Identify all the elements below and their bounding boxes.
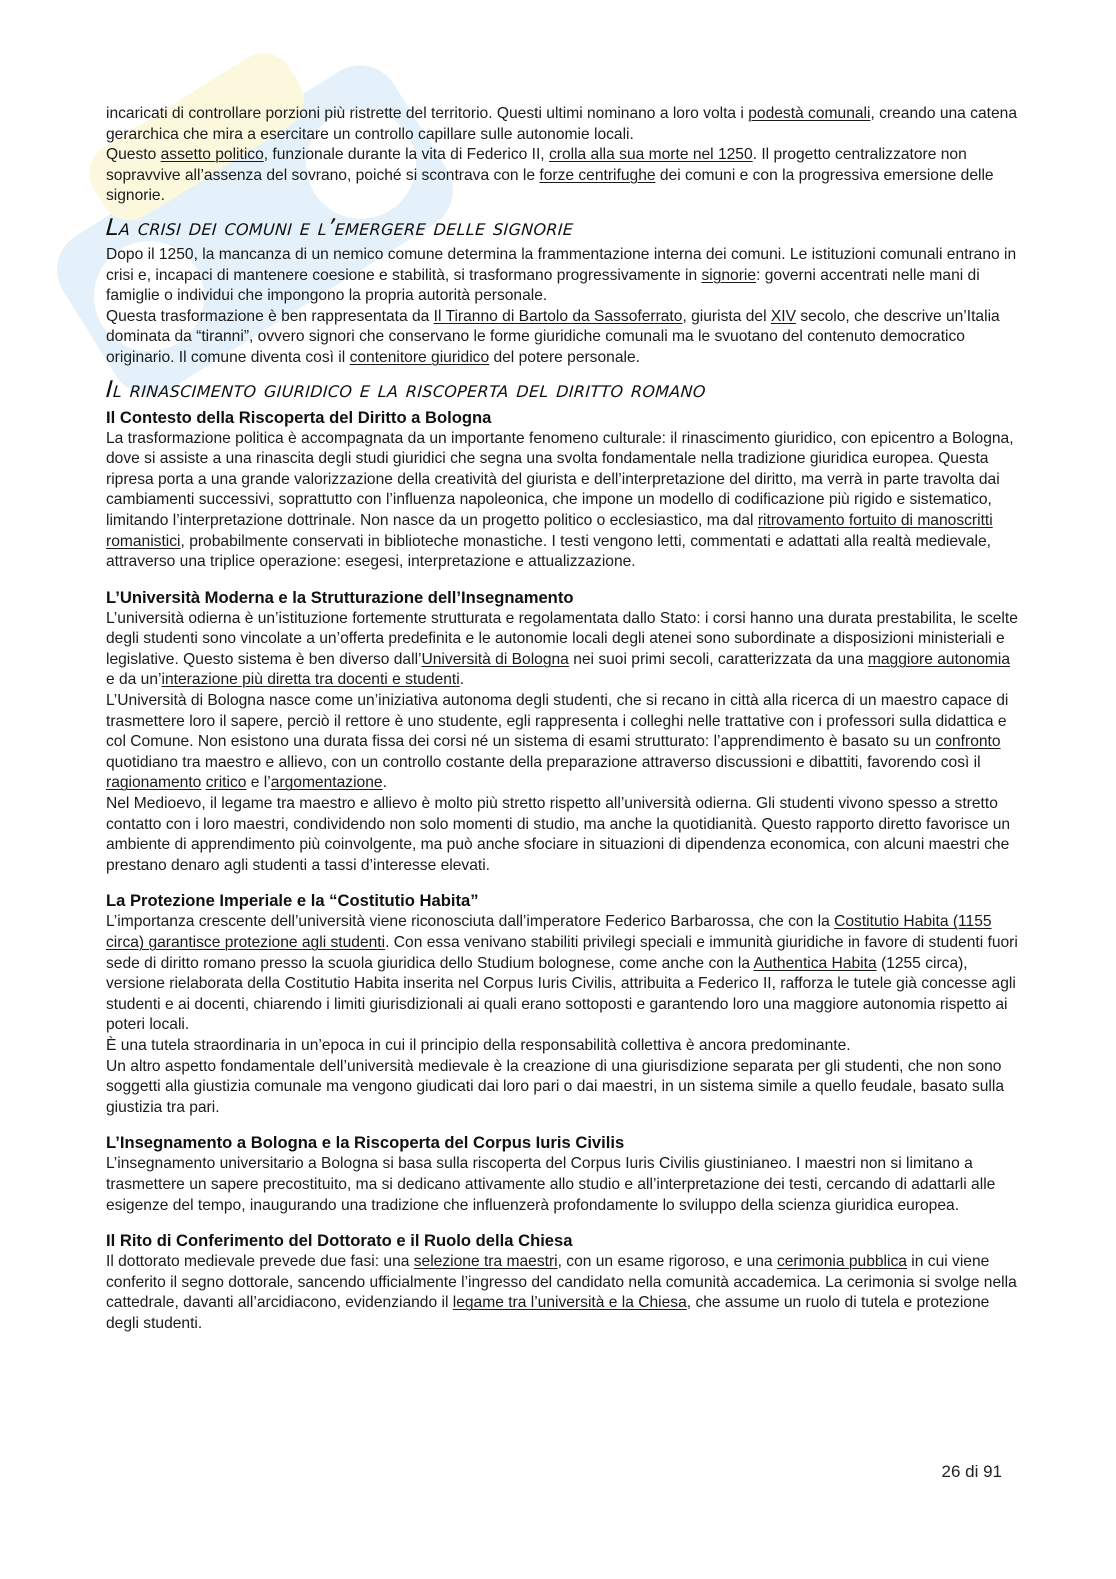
subheading-costitutio-habita: La Protezione Imperiale e la “Costitutio Habita” <box>106 891 479 911</box>
document-body <box>106 104 1018 1335</box>
paragraph: Questo assetto politico, funzionale durante la vita di Federico II, crolla alla sua morte nel 1250. Il progetto centralizzatore non sopravvive all’assenza del sovrano, poiché si scontrava con le forze centrifughe dei comuni e con la progressiva emersione delle signorie. <box>106 146 994 205</box>
paragraph: Dopo il 1250, la mancanza di un nemico comune determina la frammentazione interna dei comuni. Le istituzioni comunali entrano in crisi e, incapaci di mantenere coesione e stabilità, si trasformano progressivamente in signorie: governi accentrati nelle mani di famiglie o individui che impongono la propria autorità personale. <box>106 245 1017 305</box>
paragraph: La trasformazione politica è accompagnata da un importante fenomeno culturale: il rinascimento giuridico, con epicentro a Bologna, dove si assiste a una rinascita degli studi giuridici che segna una svolta fondamentale nella tradizione giuridica europea. Questa ripresa porta a una grande valorizzazione della creatività del giurista e dell’interpretazione del diritto, ma verrà in parte travolta dai cambiamenti successivi, soprattutto con l’influenza napoleonica, che impone un modello di codificazione più rigido e sistematico, limitando l’interpretazione dottrinale. Non nasce da un progetto politico o ecclesiastico, ma dal ritrovamento fortuito di manoscritti romanistici, probabilmente conservati in biblioteche monastiche. I testi vengono letti, commentati e adattati alla realtà medievale, attraverso una triplice operazione: esegesi, interpretazione e attualizzazione. <box>106 429 1014 571</box>
subheading-dottorato: Il Rito di Conferimento del Dottorato e il Ruolo della Chiesa <box>106 1231 573 1251</box>
subheading-corpus-iuris: L’Insegnamento a Bologna e la Riscoperta del Corpus Iuris Civilis <box>106 1133 625 1153</box>
paragraph: L’insegnamento universitario a Bologna si basa sulla riscoperta del Corpus Iuris Civilis giustinianeo. I maestri non si limitano a trasmettere un sapere precostituito, ma si dedicano attivamente allo studio e all’interpretazione dei testi, cercando di adattarli alle esigenze del tempo, inaugurando una tradizione che influenzerà profondamente lo sviluppo della scienza giuridica europea. <box>106 1155 996 1214</box>
paragraph: Questa trasformazione è ben rappresentata da Il Tiranno di Bartolo da Sassoferrato, giurista del XIV secolo, che descrive un’Italia dominata da “tiranni”, ovvero signori che conservano le forme giuridiche comunali ma le svuotano del contenuto democratico originario. Il comune diventa così il contenitore giuridico del potere personale. <box>106 307 1000 366</box>
paragraph: Nel Medioevo, il legame tra maestro e allievo è molto più stretto rispetto all’università odierna. Gli studenti vivono spesso a stretto contatto con i loro maestri, condividendo non solo momenti di studio, ma anche la quotidianità. Questo rapporto diretto favorisce un ambiente di apprendimento più coinvolgente, ma può anche sfociare in situazioni di dipendenza economica, con alcuni maestri che prestano denaro agli studenti a tassi d’interesse elevati. <box>106 795 1011 874</box>
paragraph: L’importanza crescente dell’università viene riconosciuta dall’imperatore Federico Barbarossa, che con la Costitutio Habita (1155 circa) garantisce protezione agli studenti. Con essa venivano stabiliti privilegi speciali e immunità giuridiche in favore di studenti fuori sede di diritto romano presso la scuola giuridica dello Studium bolognese, come anche con la Authentica Habita (1255 circa), versione rielaborata della Costitutio Habita inserita nel Corpus Iuris Civilis, attribuita a Federico II, rafforza le tutele già concesse agli studenti e ai docenti, chiarendo i limiti giurisdizionali ai quali erano sottoposti e garantendo loro una maggiore autonomia rispetto ai poteri locali. <box>106 913 1018 1034</box>
subheading-universita-moderna: L’Università Moderna e la Strutturazione dell’Insegnamento <box>106 587 574 607</box>
subheading-contesto: Il Contesto della Riscoperta del Diritto a Bologna <box>106 407 492 427</box>
paragraph: Un altro aspetto fondamentale dell’università medievale è la creazione di una giurisdizione separata per gli studenti, che non sono soggetti alla giustizia comunale ma vengono giudicati dai loro pari o dai maestri, in un sistema simile a quello feudale, basato sulla giustizia tra pari. <box>106 1057 1005 1116</box>
paragraph: L’Università di Bologna nasce come un’iniziativa autonoma degli studenti, che si recano in città alla ricerca di un maestro capace di trasmettere loro il sapere, perciò il rettore è uno studente, egli rappresenta i colleghi nelle trattative con i professori sulla didattica e col Comune. Non esistono una durata fissa dei corsi né un sistema di esami strutturato: l’apprendimento è basato su un confronto quotidiano tra maestro e allievo, con un controllo costante della preparazione attraverso discussioni e dibattiti, favorendo così il ragionamento critico e l’argomentazione. <box>106 692 1009 792</box>
paragraph: È una tutela straordinaria in un’epoca in cui il principio della responsabilità collettiva è ancora predominante. <box>106 1036 851 1054</box>
section-heading-rinascimento-giuridico: Il rinascimento giuridico e la riscoperta del diritto romano <box>105 376 707 403</box>
page-number: 26 di 91 <box>941 1462 1002 1481</box>
paragraph: incaricati di controllare porzioni più ristrette del territorio. Questi ultimi nominano a loro volta i podestà comunali, creando una catena gerarchica che mira a esercitare un controllo capillare sulle autonomie locali. <box>106 105 1017 143</box>
paragraph: L’università odierna è un’istituzione fortemente strutturata e regolamentata dallo Stato: i corsi hanno una durata prestabilita, le scelte degli studenti sono vincolate a un’offerta predefinita e le autonomie locali degli atenei sono subordinate a disposizioni ministeriali e legislative. Questo sistema è ben diverso dall’Università di Bologna nei suoi primi secoli, caratterizzata da una maggiore autonomia e da un’interazione più diretta tra docenti e studenti. <box>106 609 1018 689</box>
section-heading-crisi-comuni: La crisi dei comuni e l’emergere delle signorie <box>105 214 575 241</box>
paragraph: Il dottorato medievale prevede due fasi: una selezione tra maestri, con un esame rigoroso, e una cerimonia pubblica in cui viene conferito il segno dottorale, sancendo ufficialmente l’ingresso del candidato nella comunità accademica. La cerimonia si svolge nella cattedrale, davanti all’arcidiacono, evidenziando il legame tra l’università e la Chiesa, che assume un ruolo di tutela e protezione degli studenti. <box>106 1253 1017 1332</box>
